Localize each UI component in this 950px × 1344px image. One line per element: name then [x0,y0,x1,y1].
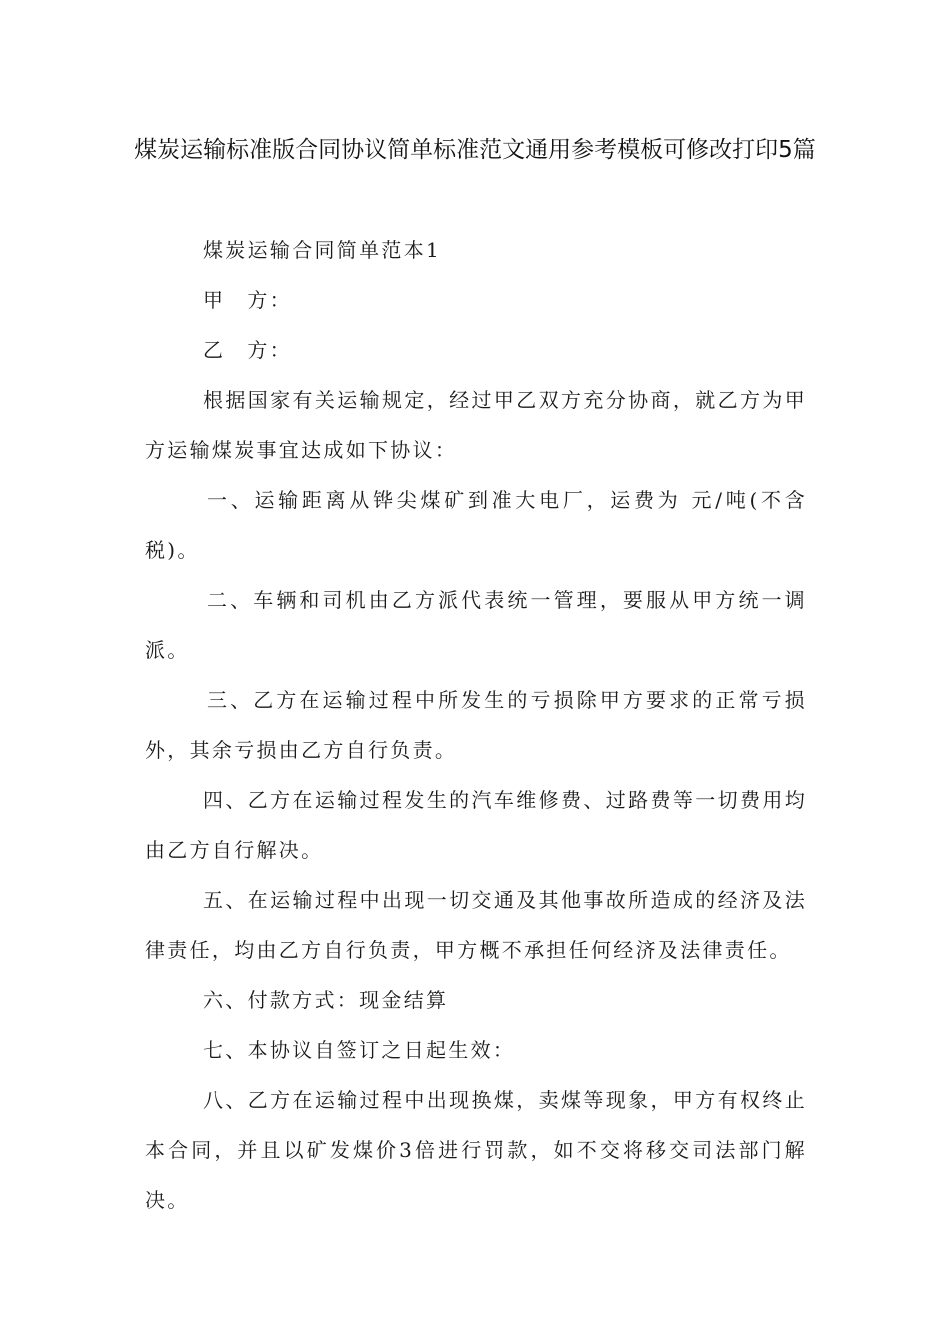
clause-6: 六、付款方式：现金结算 [203,988,449,1012]
party-a-suffix: 方： [247,288,292,312]
clause-4: 四、乙方在运输过程发生的汽车维修费、过路费等一切费用均由乙方自行解决。 [145,788,807,862]
party-a-label: 甲 [203,288,226,312]
clause-8: 八、乙方在运输过程中出现换煤，卖煤等现象，甲方有权终止本合同，并且以矿发煤价3倍进行罚款，如不交将移交司法部门解决。 [145,1088,807,1212]
clause-1: 一、运输距离从铧尖煤矿到准大电厂，运费为 元/吨(不含税)。 [145,488,807,562]
document-title: 煤炭运输标准版合同协议简单标准范文通用参考模板可修改打印5篇 [134,137,816,163]
clause-7: 七、本协议自签订之日起生效： [203,1038,516,1062]
party-a-line [145,275,807,325]
section-heading: 煤炭运输合同简单范本1 [203,238,442,262]
clause-2: 二、车辆和司机由乙方派代表统一管理，要服从甲方统一调派。 [145,588,807,662]
intro-paragraph: 根据国家有关运输规定，经过甲乙双方充分协商，就乙方为甲方运输煤炭事宜达成如下协议： [145,388,807,462]
party-b-suffix: 方： [247,338,292,362]
clause-5: 五、在运输过程中出现一切交通及其他事故所造成的经济及法律责任，均由乙方自行负责，甲方概不承担任何经济及法律责任。 [145,888,807,962]
document-body [145,225,807,1225]
party-b-line [145,325,807,375]
party-b-label: 乙 [203,338,226,362]
clause-3: 三、乙方在运输过程中所发生的亏损除甲方要求的正常亏损外，其余亏损由乙方自行负责。 [145,688,807,762]
